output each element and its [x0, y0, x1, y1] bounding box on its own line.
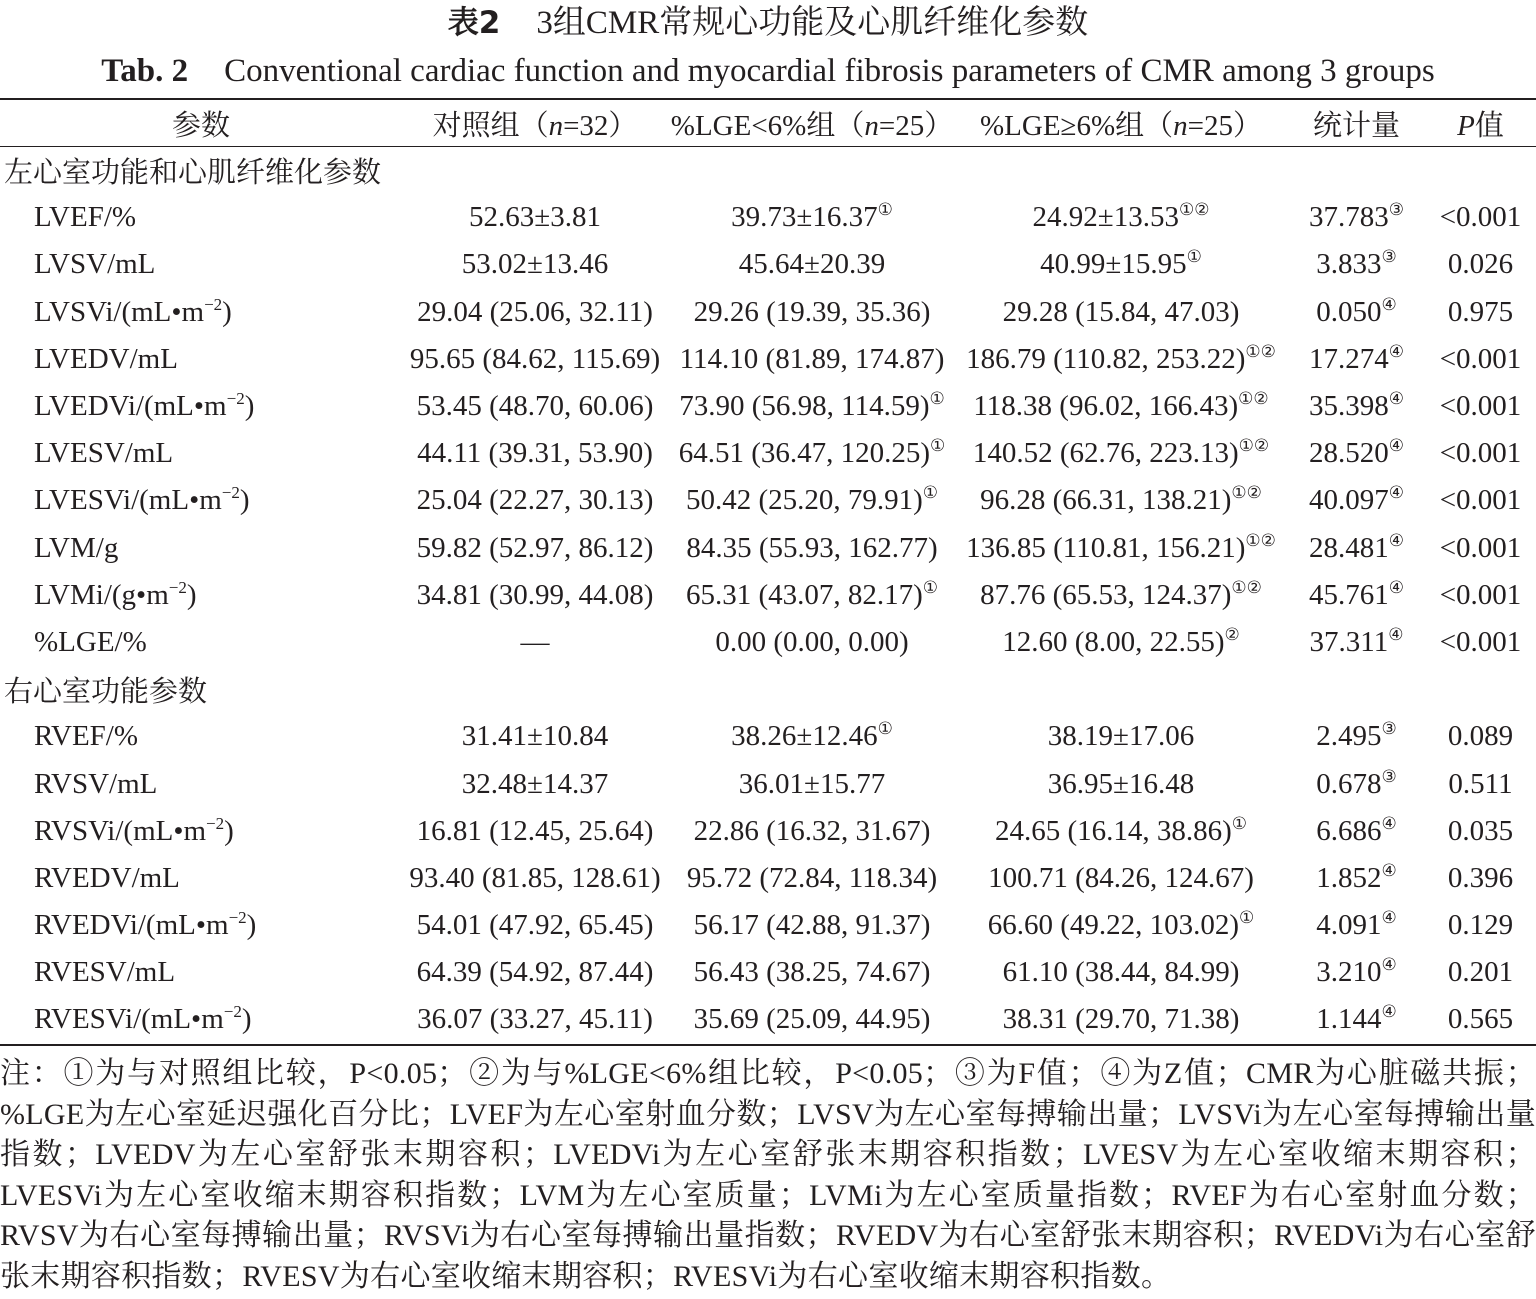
p-value-cell: <0.001	[1439, 625, 1522, 658]
statistic-cell: 37.311④	[1309, 624, 1404, 658]
lge-lt6-group-cell: 29.26 (19.39, 35.36)	[693, 295, 931, 328]
lge-lt6-group-cell: 56.43 (38.25, 74.67)	[693, 956, 931, 989]
parameter-cell: %LGE/%	[34, 625, 147, 658]
control-group-cell: 44.11 (39.31, 53.90)	[417, 437, 653, 470]
parameter-cell: LVSV/mL	[34, 248, 156, 281]
p-value-cell: 0.511	[1448, 767, 1513, 800]
lge-lt6-group-cell: 65.31 (43.07, 82.17)①	[685, 577, 939, 611]
significance-marker: ①	[1186, 247, 1202, 267]
section-header-row	[0, 147, 1536, 195]
significance-marker: ④	[1381, 860, 1397, 880]
lge-lt6-group-cell: 22.86 (16.32, 31.67)	[693, 814, 931, 847]
p-value-cell: <0.001	[1439, 390, 1522, 423]
significance-marker: ①②	[1245, 341, 1276, 361]
table-row	[0, 336, 1536, 383]
parameter-cell: LVM/g	[34, 531, 119, 564]
significance-marker: ②	[1224, 624, 1240, 644]
parameter-cell: LVESVi/$(mL•m^{-2})$	[34, 483, 250, 517]
control-group-cell: 25.04 (22.27, 30.13)	[416, 484, 654, 517]
section-title: 左心室功能和心肌纤维化参数	[4, 157, 382, 190]
parameter-cell: LVEDVi/$(mL•m^{-2})$	[34, 389, 255, 423]
control-group-cell: 93.40 (81.85, 128.61)	[409, 861, 661, 894]
statistic-cell: 3.210④	[1316, 955, 1397, 989]
significance-marker: ①	[877, 200, 893, 220]
significance-marker: ③	[1381, 766, 1397, 786]
significance-marker: ④	[1388, 577, 1404, 597]
p-value-cell: 0.396	[1447, 861, 1514, 894]
table-row	[0, 619, 1536, 666]
significance-marker: ④	[1381, 813, 1397, 833]
statistic-cell: 35.398④	[1309, 389, 1404, 423]
significance-marker: ①②	[1178, 200, 1210, 220]
control-group-cell: 95.65 (84.62, 115.69)	[409, 342, 661, 375]
statistic-cell: 4.091④	[1316, 908, 1397, 942]
table-title-en-text: Conventional cardiac function and myocardial fibrosis parameters of CMR among 3 groups	[224, 53, 1435, 89]
lge-ge6-group-cell: 38.31 (29.70, 71.38)	[1002, 1003, 1240, 1036]
significance-marker: ①	[930, 436, 946, 456]
lge-ge6-group-cell: 24.65 (16.14, 38.86)①	[994, 813, 1248, 847]
p-value-cell: 0.129	[1447, 909, 1514, 942]
p-value-cell: <0.001	[1439, 484, 1522, 517]
lge-ge6-group-cell: 100.71 (84.26, 124.67)	[988, 861, 1254, 894]
lge-lt6-group-cell: 95.72 (72.84, 118.34)	[686, 861, 938, 894]
lge-lt6-group-cell: 36.01±15.77	[738, 767, 886, 800]
section-header-row	[0, 666, 1536, 713]
significance-marker: ④	[1388, 530, 1404, 550]
col-header-parameter: 参数	[0, 99, 400, 147]
table-number-en: Tab. 2	[101, 53, 189, 89]
significance-marker: ①②	[1245, 530, 1276, 550]
table-row	[0, 383, 1536, 430]
statistic-cell: 2.495③	[1316, 719, 1397, 753]
parameter-cell: LVEF/%	[34, 201, 137, 234]
p-value-cell: <0.001	[1439, 578, 1522, 611]
lge-ge6-group-cell: 38.19±17.06	[1047, 720, 1195, 753]
significance-marker: ③	[1388, 200, 1404, 220]
significance-marker: −2	[223, 1002, 242, 1022]
significance-marker: ④	[1381, 1002, 1397, 1022]
col-header-p-value: P值	[1425, 99, 1536, 147]
statistic-cell: 1.852④	[1316, 860, 1397, 894]
significance-marker: −2	[221, 483, 240, 503]
p-value-cell: 0.035	[1447, 814, 1514, 847]
lge-lt6-group-cell: 39.73±16.37①	[731, 200, 893, 234]
parameter-cell: RVSV/mL	[34, 767, 158, 800]
lge-lt6-group-cell: 45.64±20.39	[738, 248, 886, 281]
statistic-cell: 28.481④	[1309, 530, 1404, 564]
table-row	[0, 572, 1536, 619]
p-value-cell: <0.001	[1439, 342, 1522, 375]
lge-lt6-group-cell: 38.26±12.46①	[731, 719, 893, 753]
p-value-cell: 0.089	[1447, 720, 1514, 753]
statistic-cell: 6.686④	[1316, 813, 1397, 847]
lge-ge6-group-cell: 96.28 (66.31, 138.21)①②	[980, 483, 1262, 517]
statistic-cell: 40.097④	[1309, 483, 1404, 517]
control-group-cell: 53.45 (48.70, 60.06)	[416, 390, 654, 423]
lge-ge6-group-cell: 66.60 (49.22, 103.02)①	[987, 908, 1255, 942]
statistic-cell: 1.144④	[1316, 1002, 1397, 1036]
significance-marker: ①	[922, 577, 939, 597]
table-title-cn-text: 3组CMR常规心功能及心肌纤维化参数	[536, 5, 1089, 41]
p-value-cell: 0.565	[1447, 1003, 1514, 1036]
control-group-cell: 29.04 (25.06, 32.11)	[417, 295, 653, 328]
lge-lt6-group-cell: 114.10 (81.89, 174.87)	[679, 342, 945, 375]
table-row	[0, 430, 1536, 477]
parameter-cell: LVSVi/$(mL•m^{-2})$	[34, 294, 232, 328]
p-symbol: P	[1457, 109, 1475, 142]
table-row	[0, 241, 1536, 288]
p-value-cell: 0.201	[1447, 956, 1514, 989]
statistic-cell: 45.761④	[1309, 577, 1404, 611]
control-group-cell: 64.39 (54.92, 87.44)	[416, 956, 654, 989]
parameter-cell: RVEDVi/$(mL•m^{-2})$	[34, 908, 257, 942]
table-row	[0, 996, 1536, 1044]
significance-marker: −2	[168, 577, 187, 597]
table-number-cn: 表2	[447, 5, 501, 41]
control-group-cell: 16.81 (12.45, 25.64)	[416, 814, 654, 847]
lge-ge6-group-cell: 24.92±13.53①②	[1032, 200, 1210, 234]
parameter-cell: LVEDV/mL	[34, 342, 178, 375]
parameters-table	[0, 98, 1536, 1046]
statistic-cell: 3.833③	[1316, 247, 1397, 281]
lge-ge6-group-cell: 186.79 (110.82, 253.22)①②	[966, 341, 1276, 375]
table-row	[0, 902, 1536, 949]
p-value-cell: 0.026	[1447, 248, 1514, 281]
table-row	[0, 525, 1536, 572]
parameter-cell: RVEF/%	[34, 720, 139, 753]
significance-marker: ①	[1239, 908, 1255, 928]
significance-marker: ④	[1388, 436, 1404, 456]
n-symbol: n	[548, 109, 564, 142]
significance-marker: ④	[1388, 341, 1404, 361]
table-header-row	[0, 99, 1536, 147]
table-row	[0, 949, 1536, 996]
significance-marker: ①②	[1238, 389, 1269, 409]
table-row	[0, 808, 1536, 855]
lge-lt6-group-cell: 35.69 (25.09, 44.95)	[693, 1003, 931, 1036]
lge-ge6-group-cell: 118.38 (96.02, 166.43)①②	[973, 389, 1269, 423]
lge-lt6-group-cell: 50.42 (25.20, 79.91)①	[685, 483, 939, 517]
statistic-cell: 28.520④	[1309, 436, 1404, 470]
significance-marker: ①	[929, 389, 945, 409]
lge-lt6-group-cell: 64.51 (36.47, 120.25)①	[678, 436, 946, 470]
statistic-cell: 0.050④	[1316, 294, 1397, 328]
significance-marker: ④	[1381, 908, 1397, 928]
significance-marker: −2	[226, 389, 245, 409]
lge-lt6-group-cell: 0.00 (0.00, 0.00)	[715, 625, 909, 658]
control-group-cell: 31.41±10.84	[461, 720, 609, 753]
significance-marker: ④	[1388, 483, 1404, 503]
parameter-cell: RVEDV/mL	[34, 861, 180, 894]
control-group-cell: —	[520, 625, 550, 658]
control-group-cell: 53.02±13.46	[461, 248, 609, 281]
significance-marker: ①②	[1231, 483, 1262, 503]
statistic-cell: 0.678③	[1316, 766, 1397, 800]
significance-marker: −2	[206, 813, 225, 833]
col-header-statistic: 统计量	[1288, 99, 1425, 147]
section-title: 右心室功能参数	[4, 676, 208, 709]
significance-marker: ①②	[1238, 436, 1270, 456]
p-value-cell: <0.001	[1439, 531, 1522, 564]
lge-ge6-group-cell: 87.76 (65.53, 124.37)①②	[980, 577, 1262, 611]
table-title-chinese	[0, 2, 1536, 44]
lge-lt6-group-cell: 56.17 (42.88, 91.37)	[693, 909, 931, 942]
parameter-cell: RVSVi/$(mL•m^{-2})$	[34, 813, 234, 847]
control-group-cell: 52.63±3.81	[469, 201, 601, 234]
lge-ge6-group-cell: 61.10 (38.44, 84.99)	[1002, 956, 1240, 989]
col-header-lge-lt6: %LGE<6%组（n=25）	[670, 99, 954, 147]
lge-ge6-group-cell: 29.28 (15.84, 47.03)	[1002, 295, 1240, 328]
table-row	[0, 477, 1536, 524]
significance-marker: ④	[1381, 294, 1397, 314]
significance-marker: ④	[1388, 389, 1404, 409]
significance-marker: −2	[228, 908, 247, 928]
table-row	[0, 289, 1536, 336]
significance-marker: ①	[877, 719, 893, 739]
control-group-cell: 36.07 (33.27, 45.11)	[417, 1003, 653, 1036]
significance-marker: ①②	[1231, 577, 1262, 597]
table-title-english	[0, 50, 1536, 92]
lge-ge6-group-cell: 12.60 (8.00, 22.55)②	[1002, 624, 1240, 658]
parameter-cell: RVESV/mL	[34, 956, 176, 989]
p-value-cell: <0.001	[1439, 437, 1522, 470]
control-group-cell: 59.82 (52.97, 86.12)	[416, 531, 654, 564]
n-symbol: n	[1173, 109, 1188, 142]
significance-marker: ③	[1381, 719, 1397, 739]
statistic-cell: 17.274④	[1309, 341, 1404, 375]
significance-marker: ④	[1381, 955, 1397, 975]
table-row	[0, 855, 1536, 902]
lge-ge6-group-cell: 36.95±16.48	[1047, 767, 1195, 800]
col-header-lge-ge6: %LGE≥6%组（n=25）	[954, 99, 1288, 147]
p-value-cell: <0.001	[1439, 201, 1522, 234]
control-group-cell: 34.81 (30.99, 44.08)	[416, 578, 654, 611]
table-row	[0, 194, 1536, 241]
significance-marker: ④	[1388, 624, 1404, 644]
parameter-cell: LVMi/$(g•m^{-2})$	[34, 577, 197, 611]
significance-marker: ①	[922, 483, 939, 503]
significance-marker: ①	[1231, 813, 1248, 833]
lge-lt6-group-cell: 73.90 (56.98, 114.59)①	[679, 389, 945, 423]
lge-ge6-group-cell: 136.85 (110.81, 156.21)①②	[966, 530, 1276, 564]
lge-ge6-group-cell: 140.52 (62.76, 223.13)①②	[972, 436, 1270, 470]
table-footnote: 注：①为与对照组比较，P<0.05；②为与%LGE<6%组比较，P<0.05；③为F值；④为Z值；CMR为心脏磁共振；%LGE为左心室延迟强化百分比；LVEF为左心室射血分数；LVSV为左心室每搏输出量；LVSVi为左心室每搏输出量指数；LVEDV为左心室舒张末期容积；LVEDVi为左心室舒张末期容积指数；LVESV为左心室收缩末期容积；LVESVi为左心室收缩末期容积指数；LVM为左心室质量；LVMi为左心室质量指数；RVEF为右心室射血分数；RVSV为右心室每搏输出量；RVSVi为右心室每搏输出量指数；RVEDV为右心室舒张末期容积；RVEDVi为右心室舒张末期容积指数；RVESV为右心室收缩末期容积；RVESVi为右心室收缩末期容积指数。	[0, 1057, 1536, 1293]
table-row	[0, 713, 1536, 760]
control-group-cell: 32.48±14.37	[461, 767, 609, 800]
parameter-cell: LVESV/mL	[34, 437, 174, 470]
significance-marker: −2	[204, 294, 223, 314]
col-header-control: 对照组（n=32）	[400, 99, 670, 147]
parameter-cell: RVESVi/$(mL•m^{-2})$	[34, 1002, 252, 1036]
p-value-cell: 0.975	[1447, 295, 1514, 328]
table-row	[0, 760, 1536, 807]
statistic-cell: 37.783③	[1309, 200, 1404, 234]
lge-lt6-group-cell: 84.35 (55.93, 162.77)	[686, 531, 938, 564]
n-symbol: n	[864, 109, 879, 142]
significance-marker: ③	[1381, 247, 1397, 267]
control-group-cell: 54.01 (47.92, 65.45)	[416, 909, 654, 942]
lge-ge6-group-cell: 40.99±15.95①	[1040, 247, 1202, 281]
